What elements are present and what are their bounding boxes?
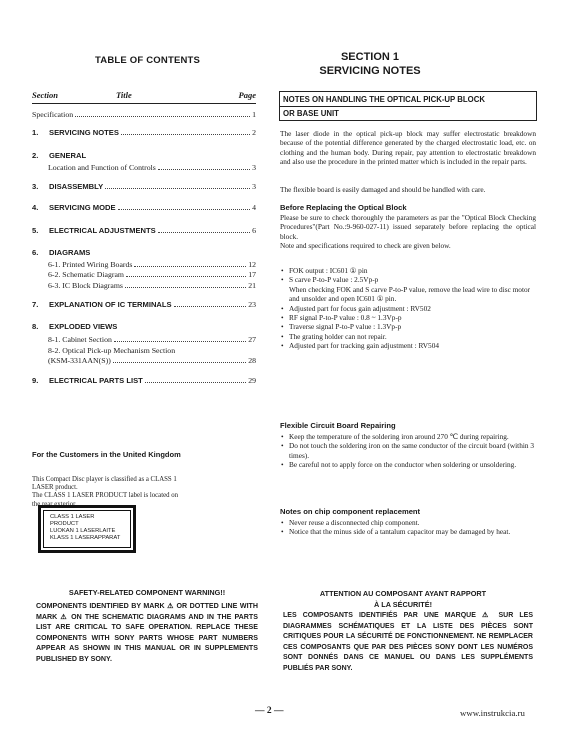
toc-entry bbox=[48, 346, 256, 356]
check-item: • S carve P-to-P value : 2.5Vp-p bbox=[280, 275, 536, 284]
toc-leader-dots bbox=[113, 356, 246, 363]
page-number: — 2 — bbox=[255, 706, 284, 716]
toc-leader-dots bbox=[125, 281, 246, 288]
toc-entry-text: EXPLODED VIEWS bbox=[49, 322, 118, 331]
toc-entry bbox=[32, 128, 256, 138]
french-body: LES COMPOSANTS IDENTIFIÉS PAR UNE MARQUE ⚠ SUR LES DIAGRAMMES SCHÉMATIQUES ET LA LISTE DES PIÈCES SONT CRITIQUES POUR LA SÉCURITÉ DE FONCTIONNEMENT. NE REMPLACER CES COMPOSANTS QUE PAR DES PIÈCES SONY DONT LES NUMÉROS SONT DONNÉS DANS CE MANUEL OU DANS LES SUPPLÉMENTS PUBLIÉS PAR SONY. bbox=[283, 612, 533, 672]
checks-list bbox=[280, 266, 536, 351]
toc-entry-text: SERVICING NOTES bbox=[49, 128, 119, 137]
toc-entry-text: ELECTRICAL PARTS LIST bbox=[49, 376, 143, 385]
toc-entry-label bbox=[32, 128, 119, 137]
toc-entry bbox=[48, 335, 256, 345]
toc-leader-dots bbox=[158, 226, 250, 233]
toc-entry-label bbox=[48, 270, 124, 279]
toc-entry-page: 27 bbox=[248, 335, 256, 344]
laser-label bbox=[38, 505, 136, 553]
notes-box-line1: NOTES ON HANDLING THE OPTICAL PICK-UP BLOCK bbox=[283, 95, 486, 104]
french-title bbox=[288, 588, 518, 610]
chip-title: Notes on chip component replacement bbox=[280, 507, 421, 516]
toc-entry-label bbox=[48, 281, 123, 290]
toc-entry-number: 1. bbox=[32, 128, 39, 137]
toc-entry bbox=[32, 376, 256, 386]
toc-entry-page: 3 bbox=[252, 163, 256, 172]
toc-leader-dots bbox=[145, 376, 246, 383]
toc-leader-dots bbox=[75, 110, 250, 117]
toc-entry-label bbox=[32, 182, 103, 191]
toc-entry-number: 2. bbox=[32, 151, 39, 160]
toc-entry bbox=[32, 248, 256, 258]
toc-entry-text: Location and Function of Controls bbox=[48, 163, 156, 172]
toc-entry-page: 21 bbox=[248, 281, 256, 290]
toc-leader-dots bbox=[126, 270, 246, 277]
section-title bbox=[280, 50, 460, 78]
toc-leader-dots bbox=[121, 128, 250, 135]
toc-entry-label bbox=[32, 151, 86, 160]
laser-label-line: CLASS 1 LASER PRODUCT bbox=[50, 514, 95, 527]
toc-entry-label bbox=[48, 346, 175, 355]
warning-body: COMPONENTS IDENTIFIED BY MARK ⚠ OR DOTTED LINE WITH MARK ⚠ ON THE SCHEMATIC DIAGRAMS AND IN THE PARTS LIST ARE CRITICAL TO SAFE OPERATION. REPLACE THESE COMPONENTS WITH SONY PARTS WHOSE PART NUMBERS APPEAR AS SHOWN IN THIS MANUAL OR IN SUPPLEMENTS PUBLISHED BY SONY. bbox=[36, 602, 258, 663]
customers-title: For the Customers in the United Kingdom bbox=[32, 450, 181, 459]
toc-entry-number: 8. bbox=[32, 322, 39, 331]
toc-entry-text: 6-2. Schematic Diagram bbox=[48, 270, 124, 279]
check-item: • The grating holder can not repair. bbox=[280, 332, 536, 341]
toc-entry-label bbox=[48, 356, 111, 365]
toc-entry-text: 6-3. IC Block Diagrams bbox=[48, 281, 123, 290]
toc-entry-label bbox=[32, 322, 117, 331]
chip-item: • Never reuse a disconnected chip component. bbox=[280, 518, 536, 527]
toc-entry bbox=[48, 281, 256, 291]
toc-entry-text: Specification bbox=[32, 110, 74, 119]
toc-entry bbox=[48, 163, 256, 173]
toc-entry-label bbox=[32, 203, 116, 212]
before-title: Before Replacing the Optical Block bbox=[280, 203, 407, 212]
check-item: • Adjusted part for focus gain adjustment : RV502 bbox=[280, 304, 536, 313]
toc-entry-page: 1 bbox=[252, 110, 256, 119]
toc-leader-dots bbox=[105, 182, 250, 189]
customers-body-1: This Compact Disc player is classified as a CLASS 1 LASER product. bbox=[32, 476, 177, 492]
toc-entry-page: 6 bbox=[252, 226, 256, 235]
toc-entry bbox=[48, 270, 256, 280]
toc-leader-dots bbox=[118, 203, 251, 210]
toc-entry bbox=[32, 110, 256, 120]
notes-box bbox=[279, 91, 537, 121]
toc-title: TABLE OF CONTENTS bbox=[95, 55, 201, 66]
before-body: Please be sure to check thoroughly the parameters as par the "Optical Block Checking Procedures"(Part No.:9-960-027-11) issued separately before replacing the optical block. bbox=[280, 213, 536, 241]
chip-item: • Notice that the minus side of a tantalum capacitor may be damaged by heat. bbox=[280, 527, 536, 536]
toc-entry-label bbox=[32, 300, 172, 309]
toc-entry bbox=[32, 300, 256, 310]
toc-entry-page: 3 bbox=[252, 182, 256, 191]
toc-entry bbox=[32, 182, 256, 192]
chip-list bbox=[280, 518, 536, 537]
toc-entry-label bbox=[32, 248, 90, 257]
toc-entry-page: 28 bbox=[248, 356, 256, 365]
toc-entry-text: 6-1. Printed Wiring Boards bbox=[48, 260, 133, 269]
warning-title: SAFETY-RELATED COMPONENT WARNING!! bbox=[68, 588, 226, 597]
toc-entry-page: 17 bbox=[248, 270, 256, 279]
flex-title: Flexible Circuit Board Repairing bbox=[280, 421, 396, 430]
toc-entry-page: 12 bbox=[248, 260, 256, 269]
toc-entry bbox=[32, 151, 256, 161]
toc-entry-page: 23 bbox=[248, 300, 256, 309]
toc-entry-number: 9. bbox=[32, 376, 39, 385]
toc-entry-page: 4 bbox=[252, 203, 256, 212]
french-title-line1: ATTENTION AU COMPOSANT AYANT RAPPORT bbox=[319, 589, 487, 598]
toc-entry-label bbox=[32, 376, 143, 385]
toc-entry-text: DISASSEMBLY bbox=[49, 182, 104, 191]
check-item: • Adjusted part for tracking gain adjustment : RV504 bbox=[280, 341, 536, 350]
flex-list bbox=[280, 432, 536, 470]
flex-item: • Do not touch the soldering iron on the same conductor of the circuit board (within 3 times). bbox=[280, 441, 536, 460]
watermark: www.instrukcia.ru bbox=[460, 708, 525, 718]
section-name: SERVICING NOTES bbox=[319, 65, 421, 77]
toc-entry-text: EXPLANATION OF IC TERMINALS bbox=[49, 300, 172, 309]
toc-entry bbox=[32, 203, 256, 213]
toc-leader-dots bbox=[174, 300, 247, 307]
french-title-line2: À LA SÉCURITÉ! bbox=[373, 600, 433, 609]
toc-entry-number: 6. bbox=[32, 248, 39, 257]
toc-col-section: Section bbox=[32, 90, 58, 100]
toc-leader-dots bbox=[158, 163, 250, 170]
toc-entry-label bbox=[32, 110, 73, 119]
customers-body-2: The CLASS 1 LASER PRODUCT label is located on the rear exterior. bbox=[32, 492, 179, 508]
toc-entry bbox=[32, 322, 256, 332]
toc-entry bbox=[48, 356, 256, 366]
before-note: Note and specifications required to check are given below. bbox=[280, 241, 451, 250]
toc-entry-label bbox=[32, 226, 156, 235]
laser-label-line: LUOKAN 1 LASERLAITE bbox=[50, 528, 116, 534]
notes-box-line2: OR BASE UNIT bbox=[283, 109, 339, 118]
toc-leader-dots bbox=[114, 335, 246, 342]
toc-entry-text: (KSM-331AAN(S)) bbox=[48, 356, 111, 365]
toc-entry-text: 8-1. Cabinet Section bbox=[48, 335, 112, 344]
toc-entry-text: GENERAL bbox=[49, 151, 87, 160]
toc-entry-label bbox=[48, 260, 132, 269]
toc-entry bbox=[32, 226, 256, 236]
toc-entry-text: ELECTRICAL ADJUSTMENTS bbox=[49, 226, 156, 235]
check-item: • Traverse signal P-to-P value : 1.3Vp-p bbox=[280, 322, 536, 331]
toc-entry-page: 2 bbox=[252, 128, 256, 137]
check-item: • FOK output : IC601 ① pin bbox=[280, 266, 536, 275]
intro-text: The laser diode in the optical pick-up block may suffer electrostatic breakdown because of the potential difference generated by the charged electrostatic load, etc. on clothing and the human body. During repair, pay attention to electrostatic breakdown and also use the procedure in the printed matter which is included in the repair parts. bbox=[280, 129, 536, 167]
check-item: When checking FOK and S carve P-to-P value, remove the lead wire to disc motor and unsolder and open IC601 ① pin. bbox=[289, 284, 531, 304]
toc-entry bbox=[48, 260, 256, 270]
toc-entry-number: 4. bbox=[32, 203, 39, 212]
toc-entry-label bbox=[48, 163, 156, 172]
flex-item: • Keep the temperature of the soldering iron around 270 ℃ during repairing. bbox=[280, 432, 536, 441]
toc-header bbox=[32, 90, 256, 104]
toc-entry-text: SERVICING MODE bbox=[49, 203, 116, 212]
toc-entry-text: DIAGRAMS bbox=[49, 248, 91, 257]
flex-item: • Be careful not to apply force on the conductor when soldering or unsoldering. bbox=[280, 460, 536, 469]
customers-body bbox=[32, 476, 182, 509]
toc-entry-text: 8-2. Optical Pick-up Mechanism Section bbox=[48, 346, 176, 355]
toc-entry-label bbox=[48, 335, 112, 344]
check-item: • RF signal P-to-P value : 0.8 ~ 1.3Vp-p bbox=[280, 313, 536, 322]
toc-entry-page: 29 bbox=[248, 376, 256, 385]
toc-leader-dots bbox=[134, 260, 246, 267]
toc-entry-number: 3. bbox=[32, 182, 39, 191]
section-number: SECTION 1 bbox=[340, 51, 400, 63]
toc-entry-number: 5. bbox=[32, 226, 39, 235]
toc-entry-number: 7. bbox=[32, 300, 39, 309]
toc-col-title: Title bbox=[116, 90, 132, 100]
toc-col-page: Page bbox=[238, 90, 256, 100]
flex-note: The flexible board is easily damaged and should be handled with care. bbox=[280, 185, 486, 194]
laser-label-line: KLASS 1 LASERAPPARAT bbox=[50, 535, 121, 541]
